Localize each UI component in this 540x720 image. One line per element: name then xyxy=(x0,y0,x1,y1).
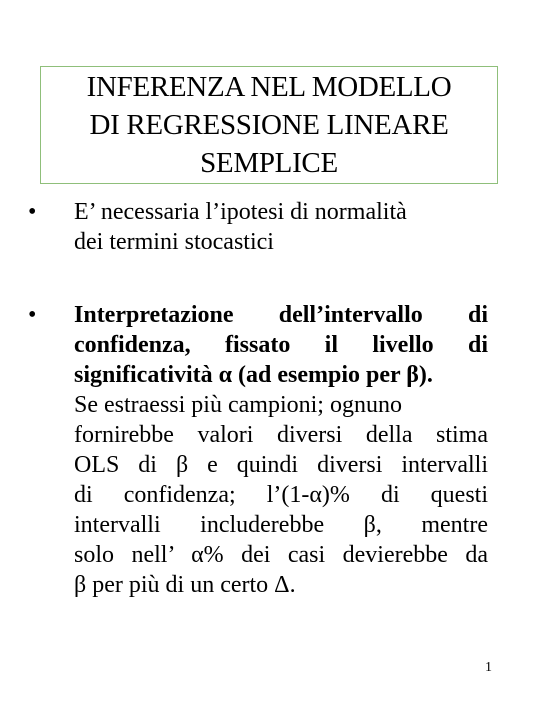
bullet-2-line-6: solo nell’ α% dei casi devierebbe da xyxy=(74,542,488,568)
bullet-2-bold-line-3: significatività α (ad esempio per β). xyxy=(74,362,433,388)
bullet-text xyxy=(74,300,488,600)
bullet-2-line-7: β per più di un certo Δ. xyxy=(74,572,296,598)
bullet-2-line-1: Se estraessi più campioni; ognuno xyxy=(74,392,402,418)
bullet-2-bold-line-2: confidenza, fissato il livello di xyxy=(74,332,488,358)
title-box xyxy=(40,66,498,184)
bullet-2-line-3: OLS di β e quindi diversi intervalli xyxy=(74,452,488,478)
bullet-1-line-2: dei termini stocastici xyxy=(74,229,274,255)
bullet-2-line-4: di confidenza; l’(1-α)% di questi xyxy=(74,482,488,508)
bullet-dot-icon: • xyxy=(28,199,37,225)
slide-title-line-1: INFERENZA NEL MODELLO xyxy=(86,71,452,103)
page-number: 1 xyxy=(485,660,492,675)
bullet-1-line-1: E’ necessaria l’ipotesi di normalità xyxy=(74,199,407,225)
bullet-dot-icon: • xyxy=(28,302,37,328)
bullet-item-interpretation xyxy=(28,300,498,600)
bullet-2-bold-line-1: Interpretazione dell’intervallo di xyxy=(74,302,488,328)
bullet-2-line-2: fornirebbe valori diversi della stima xyxy=(74,422,488,448)
bullet-2-line-5: intervalli includerebbe β, mentre xyxy=(74,512,488,538)
slide-title-line-3: SEMPLICE xyxy=(200,147,338,179)
bullet-item-normality xyxy=(28,197,498,257)
bullet-text xyxy=(74,197,488,257)
slide-title-line-2: DI REGRESSIONE LINEARE xyxy=(89,109,449,141)
